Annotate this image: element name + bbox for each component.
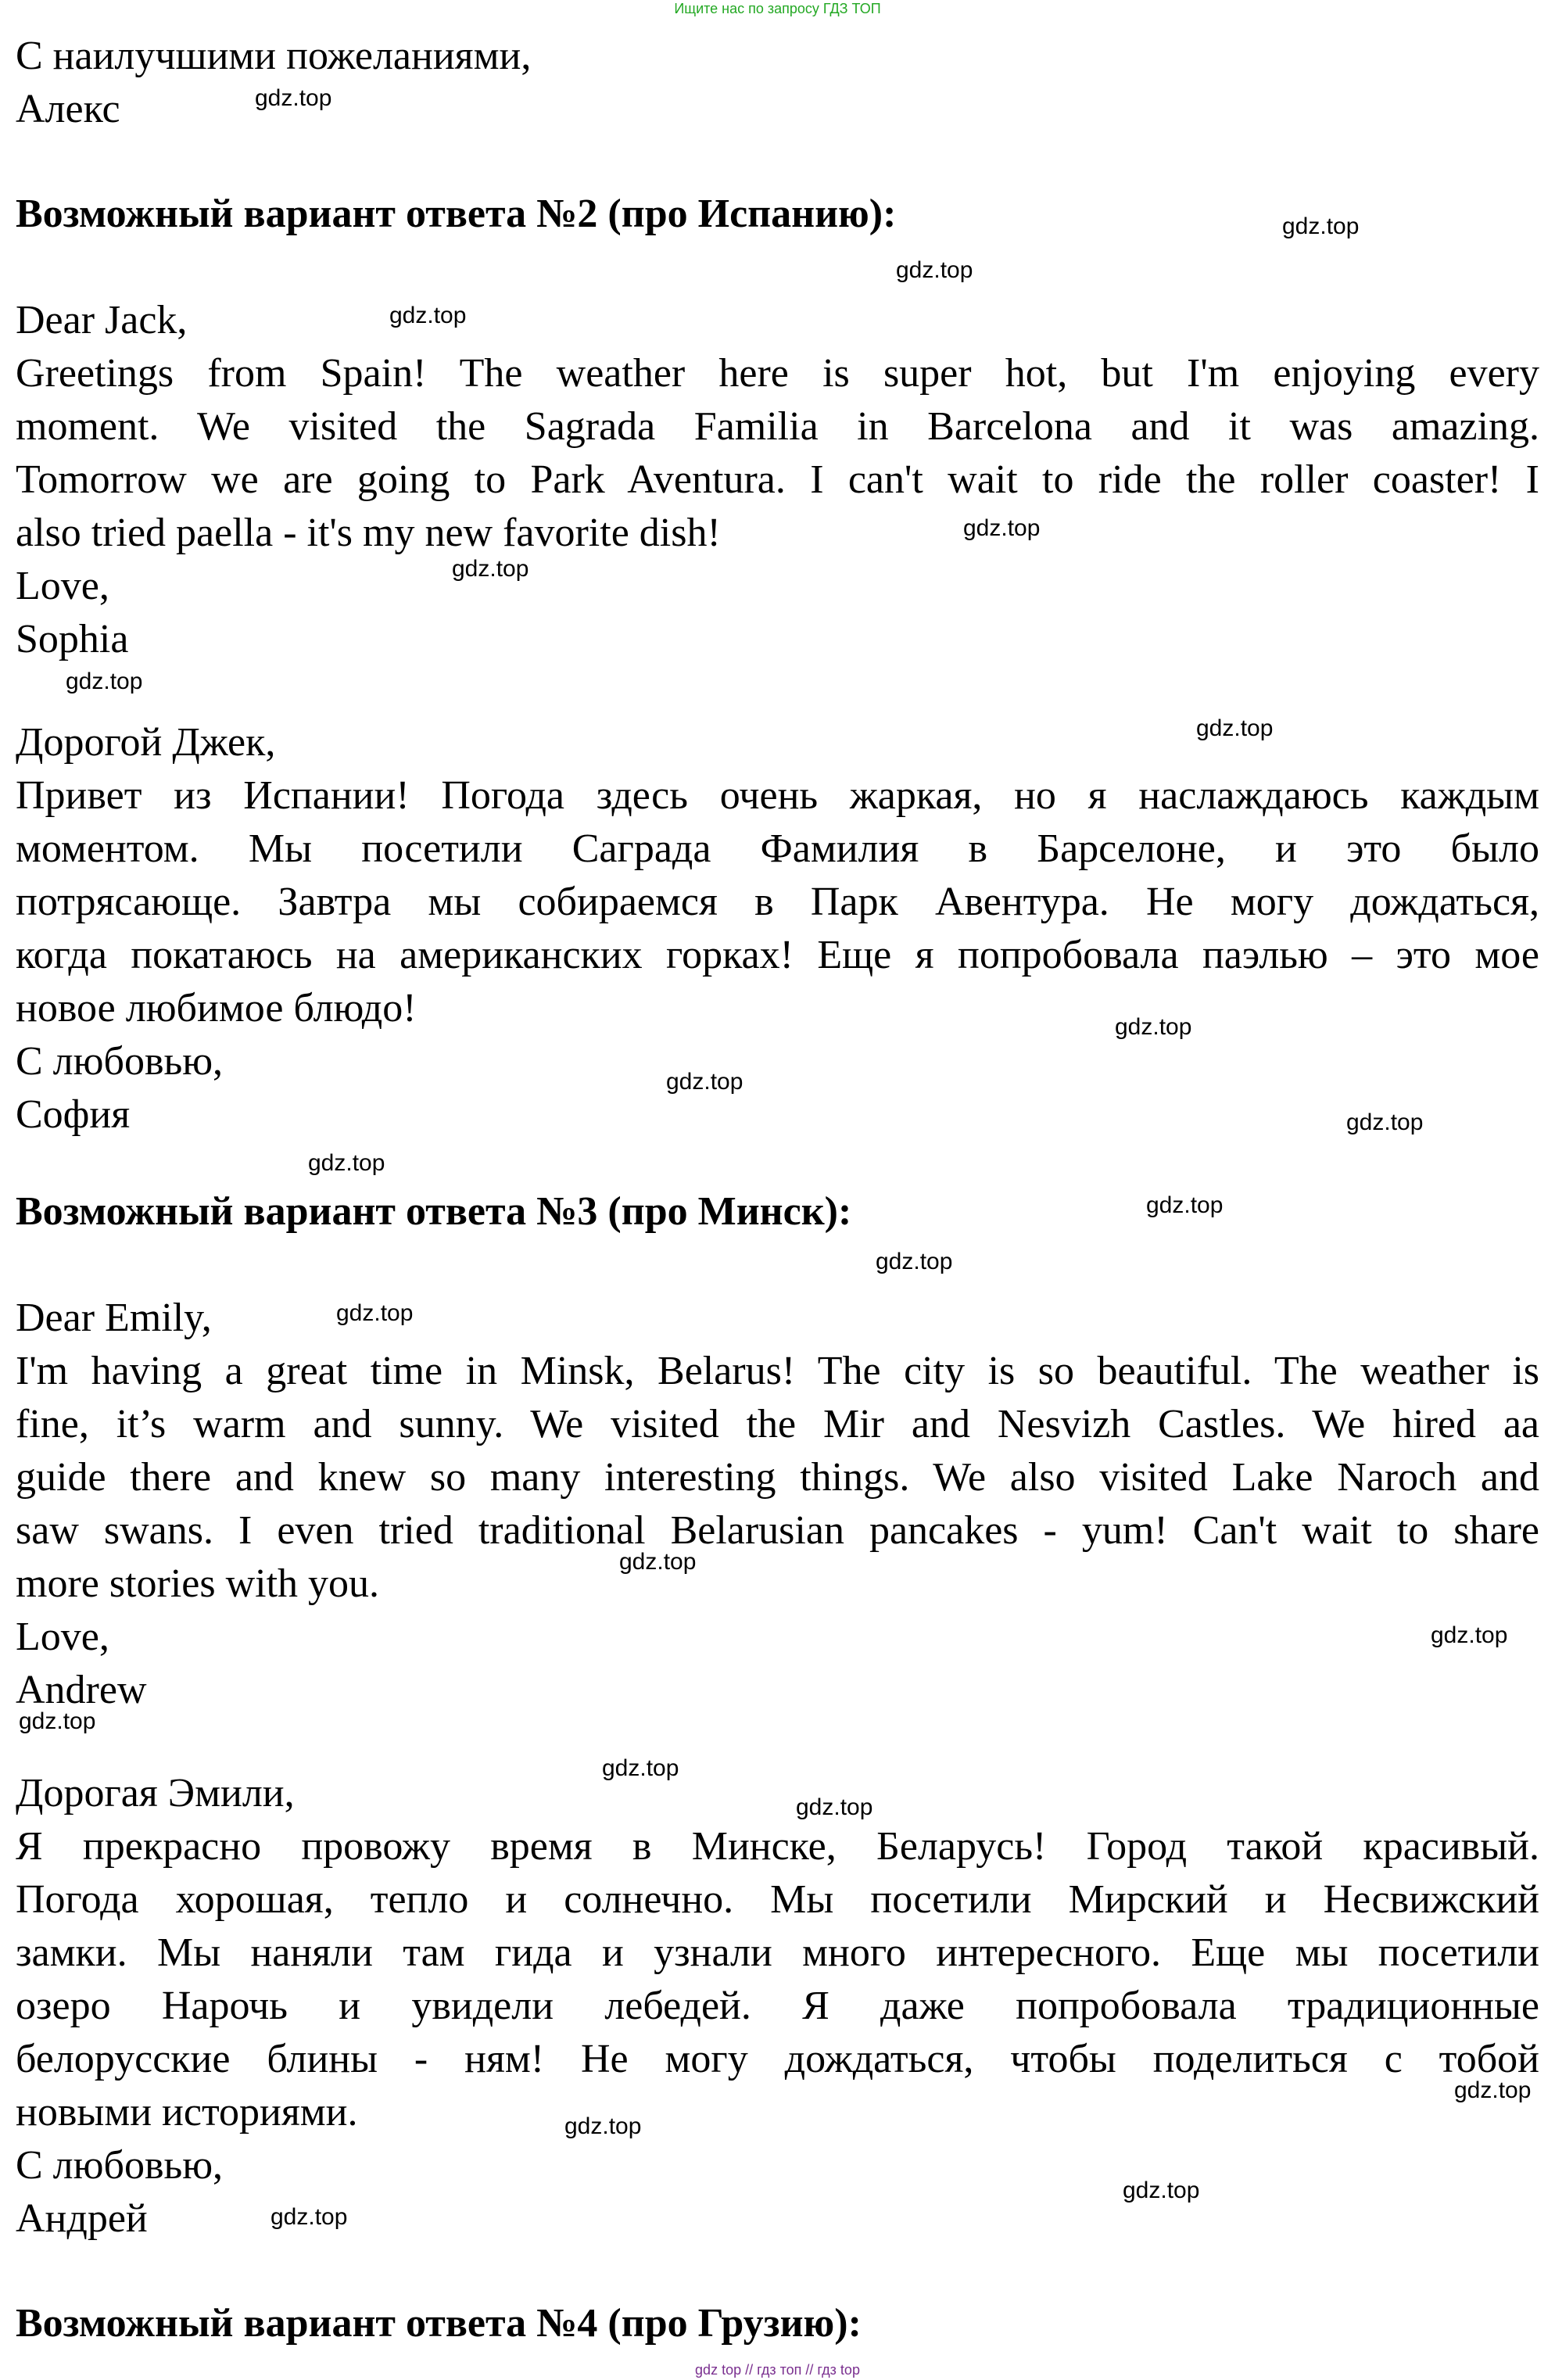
- watermark: gdz.top: [1196, 715, 1274, 741]
- closing-ru-answer-2: С любовью,: [16, 1039, 224, 1084]
- watermark: gdz.top: [1454, 2077, 1532, 2103]
- letter-line: I'm having a great time in Minsk, Belarus! The city is so beautiful. The weather is: [16, 1349, 1539, 1393]
- letter-line: Tomorrow we are going to Park Aventura. I can't wait to ride the roller coaster! I: [16, 457, 1539, 502]
- letter-line: когда покатаюсь на американских горках! Еще я попробовала паэлью – это мое: [16, 933, 1539, 977]
- letter-line: fine, it’s warm and sunny. We visited the Mir and Nesvizh Castles. We hired aa: [16, 1402, 1539, 1446]
- watermark: gdz.top: [1115, 1014, 1192, 1040]
- letter-line: белорусские блины - ням! Не могу дождаться, чтобы поделиться с тобой: [16, 2037, 1539, 2081]
- signature-ru-answer-2: София: [16, 1092, 131, 1137]
- letter-line: saw swans. I even tried traditional Belarusian pancakes - yum! Can't wait to share: [16, 1508, 1539, 1553]
- letter-line: озеро Нарочь и увидели лебедей. Я даже попробовала традиционные: [16, 1984, 1539, 2028]
- letter-line: новыми историями.: [16, 2090, 358, 2134]
- closing-en-answer-3: Love,: [16, 1615, 109, 1659]
- letter-line: Погода хорошая, тепло и солнечно. Мы посетили Мирский и Несвижский: [16, 1877, 1539, 1922]
- watermark: gdz.top: [896, 257, 973, 283]
- watermark: gdz.top: [66, 668, 143, 694]
- greeting-en-answer-3: Dear Emily,: [16, 1296, 212, 1340]
- watermark: gdz.top: [255, 85, 332, 111]
- signature-en-answer-2: Sophia: [16, 617, 129, 661]
- watermark: gdz.top: [389, 303, 467, 328]
- heading-answer-3: Возможный вариант ответа №3 (про Минск):: [16, 1189, 852, 1234]
- closing-alex: С наилучшими пожеланиями,: [16, 34, 532, 78]
- letter-line: Привет из Испании! Погода здесь очень жаркая, но я наслаждаюсь каждым: [16, 773, 1539, 818]
- watermark: gdz.top: [963, 515, 1041, 541]
- letter-line: Я прекрасно провожу время в Минске, Беларусь! Город такой красивый.: [16, 1824, 1539, 1869]
- letter-line: потрясающе. Завтра мы собираемся в Парк Авентура. Не могу дождаться,: [16, 880, 1539, 924]
- signature-ru-answer-3: Андрей: [16, 2196, 148, 2241]
- closing-en-answer-2: Love,: [16, 564, 109, 608]
- watermark: gdz.top: [619, 1549, 697, 1575]
- watermark: gdz.top: [1282, 213, 1360, 239]
- watermark: gdz.top: [452, 556, 529, 582]
- watermark: gdz.top: [19, 1708, 96, 1734]
- watermark: gdz.top: [1146, 1192, 1224, 1218]
- letter-line: Greetings from Spain! The weather here is super hot, but I'm enjoying every: [16, 351, 1539, 396]
- greeting-en-answer-2: Dear Jack,: [16, 298, 188, 342]
- heading-answer-4: Возможный вариант ответа №4 (про Грузию):: [16, 2301, 862, 2346]
- watermark: gdz.top: [308, 1150, 385, 1176]
- letter-line: more stories with you.: [16, 1561, 380, 1606]
- watermark: gdz.top: [1123, 2177, 1200, 2203]
- top-note: Ищите нас по запросу ГДЗ ТОП: [674, 1, 881, 16]
- letter-line: moment. We visited the Sagrada Familia in Barcelona and it was amazing.: [16, 404, 1539, 449]
- watermark: gdz.top: [602, 1755, 679, 1781]
- watermark: gdz.top: [796, 1794, 873, 1820]
- footer-links: gdz top // гдз топ // гдз top: [695, 2362, 860, 2378]
- watermark: gdz.top: [666, 1069, 743, 1095]
- watermark: gdz.top: [336, 1300, 414, 1326]
- letter-line: новое любимое блюдо!: [16, 986, 417, 1030]
- watermark: gdz.top: [876, 1249, 953, 1274]
- heading-answer-2: Возможный вариант ответа №2 (про Испанию):: [16, 192, 897, 236]
- letter-line: моментом. Мы посетили Саграда Фамилия в Барселоне, и это было: [16, 826, 1539, 871]
- watermark: gdz.top: [1431, 1622, 1508, 1648]
- watermark: gdz.top: [1346, 1109, 1424, 1135]
- letter-line: замки. Мы наняли там гида и узнали много интересного. Еще мы посетили: [16, 1930, 1539, 1975]
- greeting-ru-answer-3: Дорогая Эмили,: [16, 1771, 295, 1815]
- greeting-ru-answer-2: Дорогой Джек,: [16, 720, 276, 765]
- signature-en-answer-3: Andrew: [16, 1668, 147, 1712]
- watermark: gdz.top: [271, 2204, 348, 2230]
- letter-line: guide there and knew so many interesting things. We also visited Lake Naroch and: [16, 1455, 1539, 1500]
- watermark: gdz.top: [564, 2113, 642, 2139]
- letter-line: also tried paella - it's my new favorite dish!: [16, 511, 721, 555]
- closing-ru-answer-3: С любовью,: [16, 2143, 224, 2188]
- signature-alex: Алекс: [16, 87, 120, 131]
